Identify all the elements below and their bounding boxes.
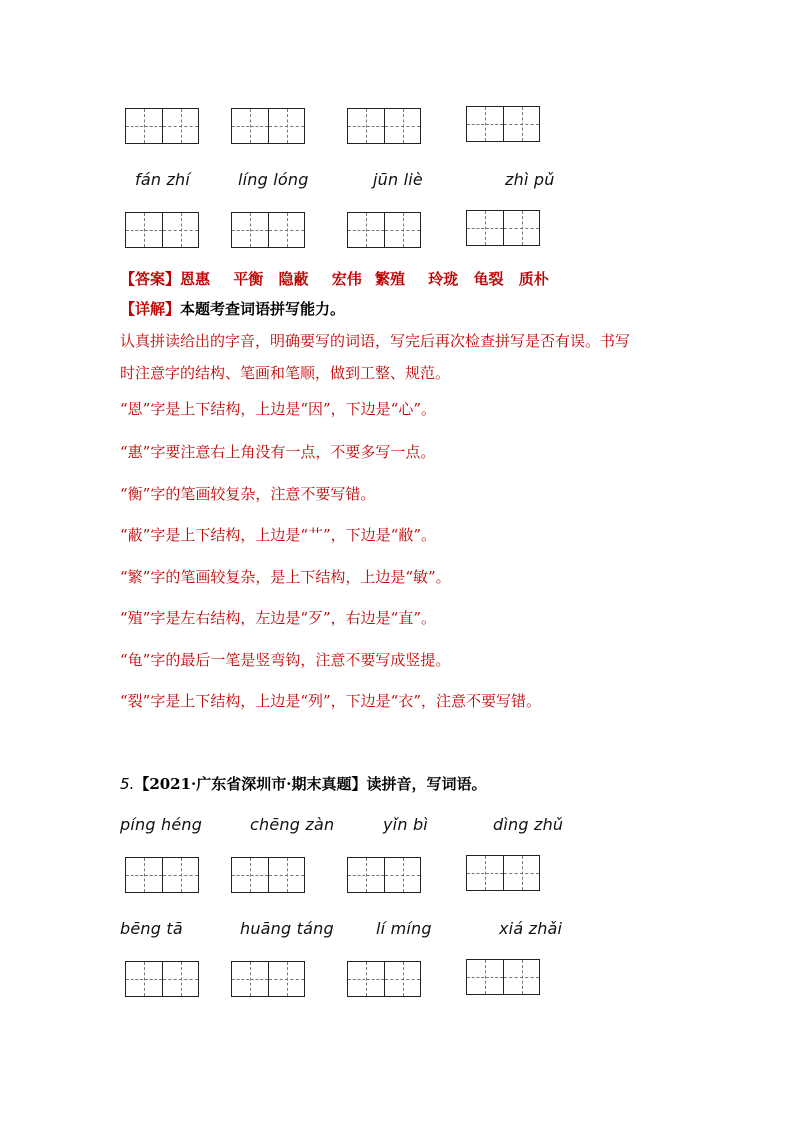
writing-box-mid-3[interactable] [347, 212, 421, 248]
note-lie: “裂”字是上下结构，上边是“列”，下边是“衣”，注意不要写错。 [120, 692, 542, 710]
pinyin-zhi-pu: zhì pǔ [505, 170, 555, 189]
pinyin-huang-tang: huāng táng [240, 919, 334, 938]
answer-word-6: 玲珑 [428, 270, 459, 288]
question-number: 5. [120, 775, 135, 793]
writing-box-top-3[interactable] [347, 108, 421, 144]
answer-word-7: 龟裂 [473, 270, 504, 288]
answer-word-5: 繁殖 [375, 270, 406, 288]
q5-box-3[interactable] [347, 857, 421, 893]
answer-word-2: 平衡 [233, 270, 264, 288]
question-5-title [120, 773, 487, 794]
answer-word-3: 隐蔽 [278, 270, 309, 288]
pinyin-fan-zhi: fán zhí [135, 170, 191, 189]
writing-box-mid-2[interactable] [231, 212, 305, 248]
pinyin-jun-lie: jūn liè [373, 170, 423, 189]
q5-box-2[interactable] [231, 857, 305, 893]
answer-label: 【答案】 [120, 270, 181, 288]
pinyin-ling-long: líng lóng [238, 170, 309, 189]
writing-box-mid-4[interactable] [466, 210, 540, 246]
writing-box-top-2[interactable] [231, 108, 305, 144]
note-heng: “衡”字的笔画较复杂，注意不要写错。 [120, 485, 376, 503]
note-hui: “惠”字要注意右上角没有一点，不要多写一点。 [120, 443, 436, 461]
writing-box-top-4[interactable] [466, 106, 540, 142]
note-fan: “繁”字的笔画较复杂，是上下结构，上边是“敏”。 [120, 568, 451, 586]
pinyin-ping-heng: píng héng [120, 815, 203, 834]
detail-para-line-1: 认真拼读给出的字音，明确要写的词语，写完后再次检查拼写是否有误。书写 [120, 332, 631, 350]
detail-para-line-2: 时注意字的结构、笔画和笔顺，做到工整、规范。 [120, 364, 451, 382]
detail-line [120, 298, 345, 319]
q5-box-4[interactable] [466, 855, 540, 891]
note-gui: “龟”字的最后一笔是竖弯钩，注意不要写成竖提。 [120, 651, 451, 669]
pinyin-li-ming: lí míng [376, 919, 432, 938]
q5-box-8[interactable] [466, 959, 540, 995]
q5-box-6[interactable] [231, 961, 305, 997]
q5-box-7[interactable] [347, 961, 421, 997]
q5-box-5[interactable] [125, 961, 199, 997]
q5-box-1[interactable] [125, 857, 199, 893]
question-source: 【2021·广东省深圳市·期末真题】 [134, 775, 367, 793]
question-instruction: 读拼音，写词语。 [366, 775, 487, 793]
note-en: “恩”字是上下结构，上边是“因”，下边是“心”。 [120, 400, 437, 418]
answer-word-4: 宏伟 [331, 270, 362, 288]
note-zhi: “殖”字是左右结构，左边是“歹”，右边是“直”。 [120, 609, 437, 627]
writing-box-mid-1[interactable] [125, 212, 199, 248]
pinyin-xia-zhai: xiá zhǎi [499, 919, 563, 938]
pinyin-yin-bi: yǐn bì [383, 815, 428, 834]
writing-box-top-1[interactable] [125, 108, 199, 144]
answer-line [120, 268, 549, 289]
answer-word-1: 恩惠 [180, 270, 211, 288]
detail-label: 【详解】 [120, 300, 181, 318]
pinyin-ding-zhu: dìng zhǔ [493, 815, 564, 834]
detail-text: 本题考查词语拼写能力。 [180, 300, 346, 318]
pinyin-beng-ta: bēng tā [120, 919, 183, 938]
answer-word-8: 质朴 [518, 270, 549, 288]
note-bi: “蔽”字是上下结构，上边是“艹”，下边是“敝”。 [120, 526, 437, 544]
pinyin-cheng-zan: chēng zàn [250, 815, 335, 834]
